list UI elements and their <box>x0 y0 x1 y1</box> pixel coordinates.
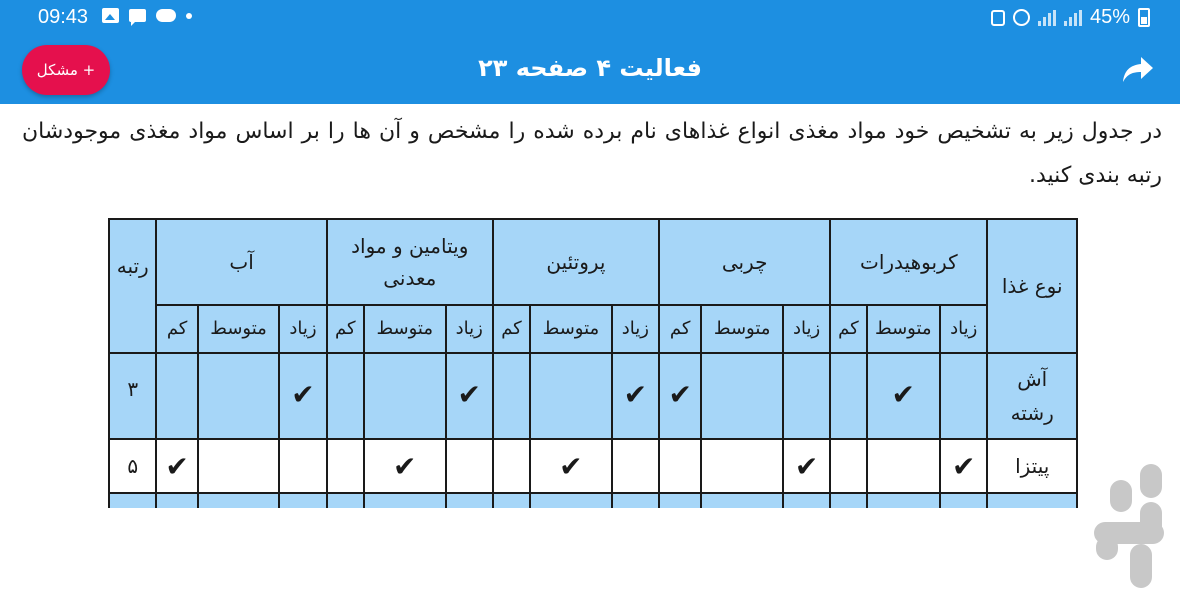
level-header: متوسط <box>701 305 783 353</box>
table-cell <box>612 493 659 508</box>
page-title: فعالیت ۴ صفحه ۲۳ <box>478 54 702 82</box>
check-mark-icon: ✔ <box>951 449 976 483</box>
check-cell <box>867 353 941 439</box>
check-cell <box>701 439 783 493</box>
check-cell <box>783 439 830 493</box>
level-header: کم <box>327 305 364 353</box>
check-cell <box>156 439 197 493</box>
check-cell <box>364 353 446 439</box>
table-cell <box>783 493 830 508</box>
check-cell <box>279 353 326 439</box>
check-cell <box>659 439 701 493</box>
table-cell <box>987 493 1077 508</box>
group-header: آب <box>156 219 326 305</box>
check-mark-icon: ✔ <box>891 378 915 411</box>
report-problem-button[interactable]: + مشکل <box>22 45 110 95</box>
table-cell <box>940 493 987 508</box>
status-right <box>991 6 1150 29</box>
check-mark-icon: ✔ <box>393 449 417 483</box>
check-cell <box>327 353 364 439</box>
check-cell <box>701 353 783 439</box>
check-cell <box>830 353 866 439</box>
check-cell <box>156 353 197 439</box>
table-cell <box>279 493 326 508</box>
table-cell <box>446 493 493 508</box>
group-header: چربی <box>659 219 830 305</box>
check-mark-icon: ✔ <box>165 449 189 483</box>
notification-dot-icon <box>186 13 192 19</box>
level-header: زیاد <box>446 305 493 353</box>
check-mark-icon: ✔ <box>623 378 648 411</box>
message-icon <box>129 9 146 22</box>
level-header: متوسط <box>530 305 612 353</box>
table-cell <box>198 493 280 508</box>
check-mark-icon: ✔ <box>559 449 583 483</box>
check-mark-icon: ✔ <box>668 378 692 411</box>
level-header: متوسط <box>364 305 446 353</box>
check-mark-icon: ✔ <box>457 378 481 411</box>
check-cell <box>940 353 987 439</box>
cloud-download-icon <box>156 9 176 22</box>
check-cell <box>279 439 326 493</box>
level-header: زیاد <box>279 305 326 353</box>
table-row <box>109 439 1077 493</box>
check-cell <box>530 439 612 493</box>
nutrition-table <box>108 218 1078 508</box>
instruction-text: در جدول زیر به تشخیص خود مواد مغذی انواع غذاهای نام برده شده را مشخص و آن ها را بر اساس مواد مغذی موجودشان رتبه بندی کنید. <box>22 119 1162 188</box>
alarm-icon <box>1013 9 1030 26</box>
check-cell <box>446 439 493 493</box>
signal-icon <box>1038 10 1056 26</box>
check-cell <box>612 353 659 439</box>
level-header: کم <box>156 305 197 353</box>
signal-icon <box>1064 10 1082 26</box>
rank-header: رتبه <box>109 219 156 353</box>
table-cell <box>530 493 612 508</box>
check-mark-icon: ✔ <box>794 449 819 483</box>
check-cell <box>364 439 446 493</box>
check-cell <box>198 353 280 439</box>
battery-icon <box>1138 8 1150 27</box>
status-left-icons <box>102 8 192 23</box>
gallery-icon <box>102 8 119 23</box>
check-cell <box>530 353 612 439</box>
level-header: کم <box>830 305 866 353</box>
check-cell <box>659 353 701 439</box>
table-cell <box>867 493 941 508</box>
check-cell <box>327 439 364 493</box>
check-cell <box>940 439 987 493</box>
battery-percentage: 45% <box>1089 6 1130 28</box>
level-header: کم <box>659 305 701 353</box>
table-cell <box>493 493 530 508</box>
group-header: کربوهیدرات <box>830 219 987 305</box>
check-cell <box>830 439 866 493</box>
table-cell <box>830 493 866 508</box>
share-icon[interactable] <box>1122 54 1154 84</box>
rank-cell: ۳ <box>109 353 156 439</box>
check-mark-icon: ✔ <box>291 378 315 411</box>
table-row <box>109 353 1077 439</box>
table-cell <box>109 493 156 508</box>
check-cell <box>612 439 659 493</box>
status-bar <box>0 0 1180 36</box>
table-row <box>109 493 1077 508</box>
group-header: پروتئین <box>493 219 659 305</box>
table-cell <box>364 493 446 508</box>
table-cell <box>327 493 364 508</box>
table-cell <box>701 493 783 508</box>
table-cell <box>156 493 197 508</box>
check-cell <box>198 439 280 493</box>
status-time: 09:43 <box>38 6 89 28</box>
lock-icon <box>991 10 1005 26</box>
level-header: زیاد <box>783 305 830 353</box>
check-cell <box>493 353 530 439</box>
app-bar <box>0 36 1180 104</box>
rank-cell: ۵ <box>109 439 156 493</box>
check-cell <box>446 353 493 439</box>
food-name-cell: آش رشته <box>987 353 1077 439</box>
level-header: کم <box>493 305 530 353</box>
check-cell <box>493 439 530 493</box>
group-header: ویتامین و مواد معدنی <box>327 219 493 305</box>
level-header: زیاد <box>940 305 987 353</box>
food-name-cell: پیتزا <box>987 439 1077 493</box>
check-cell <box>783 353 830 439</box>
check-cell <box>867 439 941 493</box>
food-type-header: نوع غذا <box>987 219 1077 353</box>
level-header: زیاد <box>612 305 659 353</box>
level-header: متوسط <box>867 305 941 353</box>
content-area <box>0 104 1180 508</box>
table-cell <box>659 493 701 508</box>
level-header: متوسط <box>198 305 280 353</box>
app-logo-icon <box>1090 462 1174 590</box>
